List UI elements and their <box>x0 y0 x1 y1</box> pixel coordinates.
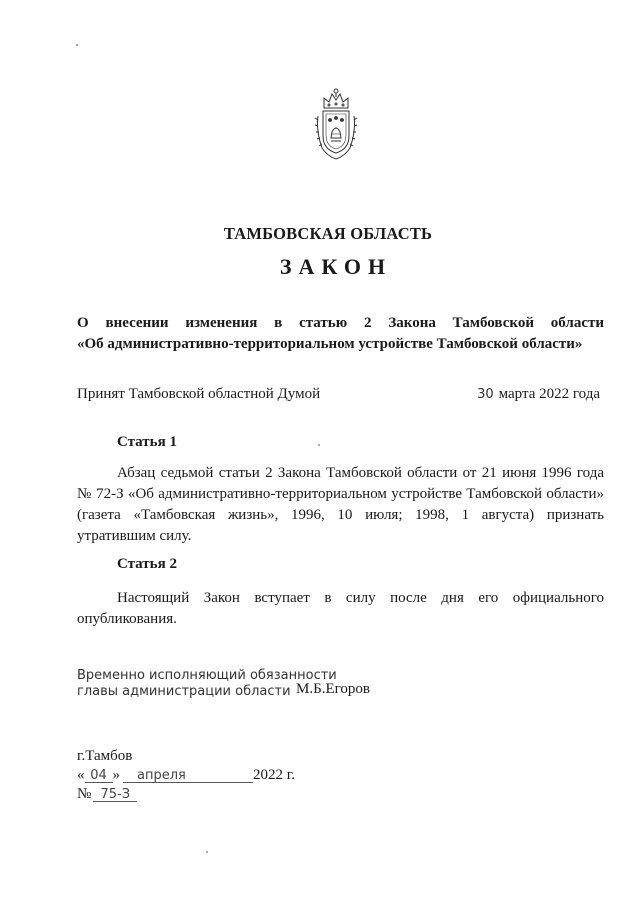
adoption-month-year: марта 2022 года <box>498 386 600 402</box>
article-1-text: Абзац седьмой статьи 2 Закона Тамбовской области от 21 июня 1996 года № 72-З «Об административно-территориальном устройстве Тамбовской области» (газета «Тамбовская жизнь», 1996, 10 июля; 1998, 1 августа) признать утратившим силу. <box>77 465 604 544</box>
date-quote-open: « <box>77 767 85 783</box>
signing-date <box>77 767 295 784</box>
adoption-text: Принят Тамбовской областной Думой <box>77 386 321 402</box>
adoption-line <box>77 386 604 403</box>
law-title <box>77 313 604 355</box>
scan-speck <box>206 851 208 853</box>
article-1-heading: Статья 1 <box>117 434 177 450</box>
article-2-text: Настоящий Закон вступает в силу после дня его официального опубликования. <box>77 590 604 627</box>
date-month: апреля <box>137 768 186 783</box>
region-heading: ТАМБОВСКАЯ ОБЛАСТЬ <box>223 224 433 243</box>
date-quote-close: » <box>112 767 120 783</box>
tambov-coat-of-arms-icon <box>312 86 360 162</box>
signer-name: М.Б.Егоров <box>296 681 370 697</box>
signature-title-line-1: Временно исполняющий обязанности <box>77 668 337 683</box>
law-number-line <box>77 786 137 803</box>
scan-speck <box>318 444 320 446</box>
date-year: 2022 г. <box>253 767 295 783</box>
article-2-heading: Статья 2 <box>117 556 177 572</box>
law-number: 75-З <box>100 787 131 802</box>
date-day: 04 <box>90 768 107 783</box>
date-day-field <box>85 767 113 783</box>
number-sign: № <box>77 786 92 802</box>
date-month-field <box>123 767 253 783</box>
scan-speck <box>76 44 78 46</box>
adoption-day: 30 <box>477 387 494 402</box>
city: г.Тамбов <box>77 748 133 764</box>
law-title-line-2: «Об административно-территориальном устройстве Тамбовской области» <box>77 336 583 352</box>
law-title-line-1: О внесении изменения в статью 2 Закона Тамбовской области <box>77 315 604 331</box>
law-number-field <box>93 786 137 802</box>
law-heading: ЗАКОН <box>279 254 393 279</box>
signature-title-line-2: главы администрации области <box>77 684 291 699</box>
adoption-date <box>477 386 600 403</box>
